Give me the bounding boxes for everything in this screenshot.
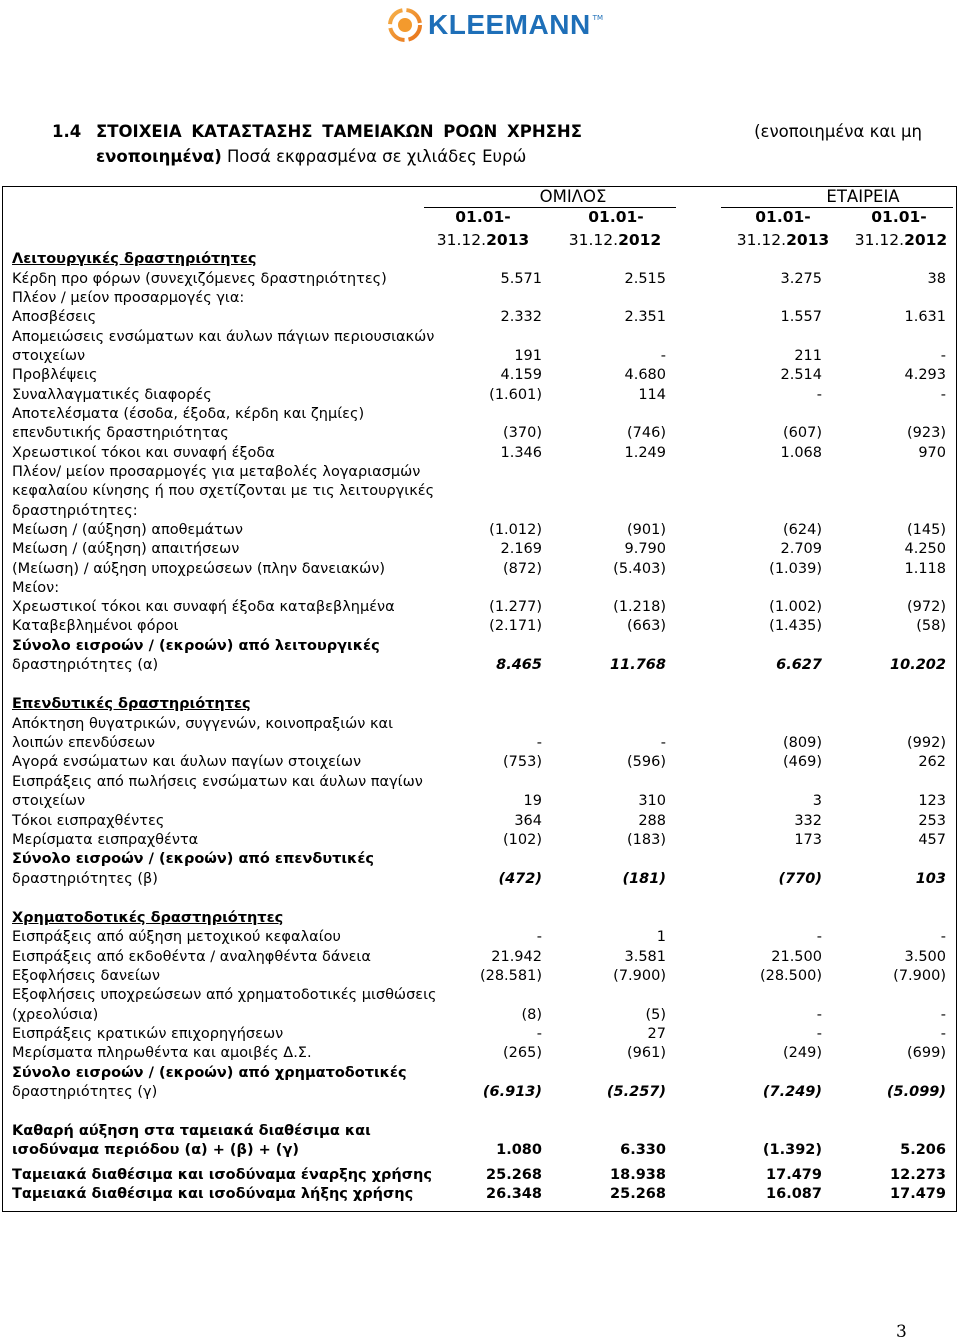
table-row [12,947,950,967]
row-value-col4: (992) [907,735,946,751]
row-label: Εισπράξεις από αύξηση μετοχικού κεφαλαίου [12,929,341,945]
row-value-col1: 2.169 [500,541,542,557]
row-value-col2: (746) [627,425,666,441]
row-value-col4: 3.500 [904,949,946,965]
row-value-col3: 16.087 [766,1186,822,1202]
table-row [12,694,950,714]
row-label: Αγορά ενσώματων και άυλων παγίων στοιχείων [12,754,362,770]
row-value-col1: (102) [503,832,542,848]
row-value-col3: - [816,1007,822,1023]
kleemann-logo [388,8,603,42]
table-row [12,423,950,443]
row-label: Εισπράξεις κρατικών επιχορηγήσεων [12,1026,284,1042]
row-value-col1: (1.277) [489,599,542,615]
table-row [12,655,950,675]
table-row [12,288,950,308]
row-value-col3: 211 [794,348,822,364]
table-row [12,365,950,385]
row-value-col2: - [660,735,666,751]
row-label: Χρηματοδοτικές δραστηριότητες [12,910,284,926]
row-label: επενδυτικής δραστηριότητας [12,425,229,441]
row-label: Απομειώσεις ενσώματων και άυλων πάγιων περιουσιακών [12,329,435,345]
page-number: 3 [896,1322,907,1342]
row-value-col1: (1.012) [489,522,542,538]
row-label: Μείωση / (αύξηση) αποθεμάτων [12,522,244,538]
row-value-col1: 2.332 [500,309,542,325]
table-row [12,1184,950,1204]
table-row [12,849,950,869]
table-row [12,559,950,579]
row-value-col3: 332 [794,813,822,829]
row-label: Κέρδη προ φόρων (συνεχιζόμενες δραστηριότητες) [12,271,387,287]
row-value-col3: (469) [783,754,822,770]
row-value-col1: (2.171) [489,618,542,634]
row-value-col3: 2.709 [780,541,822,557]
row-value-col1: 25.268 [486,1167,542,1183]
row-value-col3: 1.068 [780,445,822,461]
row-value-col3: (7.249) [762,1084,822,1100]
row-value-col3: 6.627 [776,657,822,673]
row-value-col3: 1.557 [780,309,822,325]
row-label: Μείον: [12,580,60,596]
row-label: κεφαλαίου κίνησης ή που σχετίζονται με τις λειτουργικές [12,483,435,499]
table-row [12,636,950,656]
row-value-col1: (265) [503,1045,542,1061]
row-value-col4: 12.273 [890,1167,946,1183]
row-value-col2: (181) [622,871,666,887]
table-row [12,1121,950,1141]
row-value-col1: (1.601) [489,387,542,403]
table-row [12,269,950,289]
table-row [12,501,950,521]
row-value-col2: 2.351 [624,309,666,325]
row-value-col2: 11.768 [610,657,666,673]
row-value-col2: 2.515 [624,271,666,287]
row-label: Εισπράξεις από πωλήσεις ενσώματων και άυλων παγίων [12,774,423,790]
row-value-col2: 1.249 [624,445,666,461]
row-value-col4: 1.631 [904,309,946,325]
row-value-col4: (5.099) [886,1084,946,1100]
row-value-col4: 4.293 [904,367,946,383]
row-value-col2: (663) [627,618,666,634]
row-value-col2: (596) [627,754,666,770]
row-value-col3: (1.392) [762,1142,822,1158]
header-col1-end: 31.12.2013 [436,231,530,249]
row-value-col4: - [940,348,946,364]
row-value-col4: (923) [907,425,946,441]
row-value-col2: - [660,348,666,364]
row-value-col4: 1.118 [904,561,946,577]
table-row [12,1024,950,1044]
row-value-col1: 364 [514,813,542,829]
row-value-col4: - [940,1007,946,1023]
table-row [12,1063,950,1083]
cash-flow-statement [2,186,957,1212]
kleemann-logo-icon [388,8,422,42]
row-value-col1: - [536,735,542,751]
row-label: Ταμειακά διαθέσιμα και ισοδύναμα λήξης χρήσης [12,1186,414,1202]
row-label: Καταβεβλημένοι φόροι [12,618,179,634]
row-value-col3: 3.275 [780,271,822,287]
header-col3-end: 31.12.2013 [736,231,830,249]
row-value-col1: 8.465 [496,657,542,673]
section-heading: ΣΤΟΙΧΕΙΑ ΚΑΤΑΣΤΑΣΗΣ ΤΑΜΕΙΑΚΩΝ ΡΟΩΝ ΧΡΗΣΗΣ [96,122,582,141]
row-label: δραστηριότητες (α) [12,657,159,673]
header-col3-start: 01.01- [755,208,811,226]
row-value-col1: 21.942 [491,949,542,965]
row-value-col2: (7.900) [613,968,666,984]
row-label: Πλέον / μείον προσαρμογές για: [12,290,245,306]
row-value-col2: 6.330 [620,1142,666,1158]
row-value-col4: 10.202 [890,657,946,673]
row-value-col1: 191 [514,348,542,364]
row-value-col3: (249) [783,1045,822,1061]
table-row [12,966,950,986]
table-row [12,811,950,831]
row-value-col1: - [536,1026,542,1042]
row-label: (χρεολύσια) [12,1007,99,1023]
row-value-col4: 262 [918,754,946,770]
row-label: (Μείωση) / αύξηση υποχρεώσεων (πλην δανειακών) [12,561,385,577]
logo-trademark: TM [592,14,603,22]
row-label: Μερίσματα εισπραχθέντα [12,832,199,848]
row-value-col2: 27 [647,1026,666,1042]
row-value-col2: 1 [656,929,666,945]
table-row [12,733,950,753]
row-label: Απόκτηση θυγατρικών, συγγενών, κοινοπραξιών και [12,716,394,732]
row-value-col4: 103 [915,871,946,887]
logo-text: KLEEMANN [428,9,591,40]
row-value-col3: 2.514 [780,367,822,383]
row-label: Αποτελέσματα (έσοδα, έξοδα, κέρδη και ζημίες) [12,406,365,422]
table-row [12,307,950,327]
row-value-col2: 3.581 [624,949,666,965]
row-value-col2: 288 [638,813,666,829]
header-col1-start: 01.01- [455,208,511,226]
row-value-col1: 4.159 [500,367,542,383]
row-label: Προβλέψεις [12,367,98,383]
row-value-col1: - [536,929,542,945]
row-value-col4: - [940,929,946,945]
row-value-col2: 9.790 [624,541,666,557]
section-heading-paren-cont: ενοποιημένα) [96,147,222,166]
row-value-col2: 4.680 [624,367,666,383]
row-label: Μείωση / (αύξηση) απαιτήσεων [12,541,240,557]
row-value-col3: (607) [783,425,822,441]
header-col4-start: 01.01- [871,208,927,226]
row-label: Χρεωστικοί τόκοι και συναφή έξοδα [12,445,275,461]
row-label: Ταμειακά διαθέσιμα και ισοδύναμα έναρξης χρήσης [12,1167,432,1183]
row-label: στοιχείων [12,348,86,364]
row-value-col1: (6.913) [482,1084,542,1100]
row-value-col3: (1.039) [769,561,822,577]
row-label: Χρεωστικοί τόκοι και συναφή έξοδα καταβεβλημένα [12,599,395,615]
table-row [12,385,950,405]
row-value-col1: (8) [521,1007,542,1023]
row-label: Καθαρή αύξηση στα ταμειακά διαθέσιμα και [12,1123,371,1139]
header-col2-end: 31.12.2012 [568,231,662,249]
table-row [12,1005,950,1025]
table-row [12,520,950,540]
row-value-col4: 457 [918,832,946,848]
row-value-col2: 114 [638,387,666,403]
row-value-col2: 18.938 [610,1167,666,1183]
row-value-col3: - [816,929,822,945]
row-label: Σύνολο εισροών / (εκροών) από επενδυτικές [12,851,374,867]
row-value-col4: 123 [918,793,946,809]
row-value-col3: 17.479 [766,1167,822,1183]
table-row [12,249,950,269]
row-value-col2: (5.403) [613,561,666,577]
row-label: ισοδύναμα περιόδου (α) + (β) + (γ) [12,1142,299,1158]
row-value-col4: 253 [918,813,946,829]
table-row [12,985,950,1005]
table-row [12,539,950,559]
table-row [12,927,950,947]
table-row [12,327,950,347]
row-value-col3: - [816,387,822,403]
table-row [12,791,950,811]
row-value-col3: 173 [794,832,822,848]
header-col4-end: 31.12.2012 [854,231,948,249]
row-value-col1: 1.080 [496,1142,542,1158]
table-row [12,869,950,889]
row-value-col2: (901) [627,522,666,538]
row-label: Αποσβέσεις [12,309,97,325]
table-row [12,908,950,928]
row-value-col2: (961) [627,1045,666,1061]
row-label: Συναλλαγματικές διαφορές [12,387,212,403]
row-value-col2: (1.218) [613,599,666,615]
row-value-col4: (58) [916,618,946,634]
row-label: Σύνολο εισροών / (εκροών) από λειτουργικές [12,638,380,654]
section-number: 1.4 [52,122,82,141]
row-value-col1: (28.581) [479,968,542,984]
row-value-col4: 970 [918,445,946,461]
row-value-col4: - [940,387,946,403]
row-label: δραστηριότητες: [12,503,138,519]
header-company: ΕΤΑΙΡΕΙΑ [826,187,900,206]
row-value-col4: (145) [907,522,946,538]
row-value-col2: (183) [627,832,666,848]
row-value-col2: (5.257) [606,1084,666,1100]
row-value-col4: 38 [927,271,946,287]
row-label: Πλέον/ μείον προσαρμογές για μεταβολές λογαριασμών [12,464,421,480]
row-value-col3: 3 [812,793,822,809]
row-value-col4: - [940,1026,946,1042]
section-heading-paren: (ενοποιημένα και μη [754,122,922,141]
row-value-col4: (699) [907,1045,946,1061]
row-value-col1: (872) [503,561,542,577]
row-label: Επενδυτικές δραστηριότητες [12,696,251,712]
table-row [12,481,950,501]
row-value-col2: (5) [645,1007,666,1023]
table-row [12,597,950,617]
row-label: Τόκοι εισπραχθέντες [12,813,165,829]
section-title [52,119,922,169]
row-value-col1: 1.346 [500,445,542,461]
table-row [12,752,950,772]
row-label: Εισπράξεις από εκδοθέντα / αναληφθέντα δάνεια [12,949,371,965]
row-value-col1: (370) [503,425,542,441]
row-label: στοιχείων [12,793,86,809]
table-row [12,404,950,424]
header-group: ΟΜΙΛΟΣ [539,187,607,206]
table-row [12,1082,950,1102]
table-row [12,616,950,636]
row-value-col4: 5.206 [900,1142,946,1158]
row-value-col4: (7.900) [893,968,946,984]
row-label: δραστηριότητες (β) [12,871,158,887]
row-label: Εξοφλήσεις υποχρεώσεων από χρηματοδοτικές μισθώσεις [12,987,437,1003]
table-row [12,1140,950,1160]
table-row [12,830,950,850]
row-label: Λειτουργικές δραστηριότητες [12,251,257,267]
row-value-col4: (972) [907,599,946,615]
table-row [12,1043,950,1063]
row-label: Εξοφλήσεις δανείων [12,968,161,984]
row-value-col3: 21.500 [771,949,822,965]
row-value-col3: (770) [778,871,822,887]
row-value-col4: 4.250 [904,541,946,557]
row-value-col4: 17.479 [890,1186,946,1202]
row-value-col1: 19 [523,793,542,809]
row-value-col1: (472) [498,871,542,887]
row-value-col3: (1.435) [769,618,822,634]
row-value-col3: (809) [783,735,822,751]
row-value-col3: (28.500) [759,968,822,984]
table-row [12,714,950,734]
header-col2-start: 01.01- [588,208,644,226]
table-row [12,462,950,482]
table-row [12,772,950,792]
row-value-col2: 310 [638,793,666,809]
row-value-col3: - [816,1026,822,1042]
row-label: λοιπών επενδύσεων [12,735,155,751]
table-row [12,346,950,366]
table-row [12,1165,950,1185]
row-label: Σύνολο εισροών / (εκροών) από χρηματοδοτικές [12,1065,407,1081]
row-value-col1: 5.571 [500,271,542,287]
row-value-col3: (624) [783,522,822,538]
table-row [12,578,950,598]
section-subtitle: Ποσά εκφρασμένα σε χιλιάδες Ευρώ [227,147,527,166]
row-label: δραστηριότητες (γ) [12,1084,158,1100]
row-value-col2: 25.268 [610,1186,666,1202]
table-row [12,443,950,463]
row-label: Μερίσματα πληρωθέντα και αμοιβές Δ.Σ. [12,1045,312,1061]
row-value-col1: 26.348 [486,1186,542,1202]
row-value-col1: (753) [503,754,542,770]
row-value-col3: (1.002) [769,599,822,615]
